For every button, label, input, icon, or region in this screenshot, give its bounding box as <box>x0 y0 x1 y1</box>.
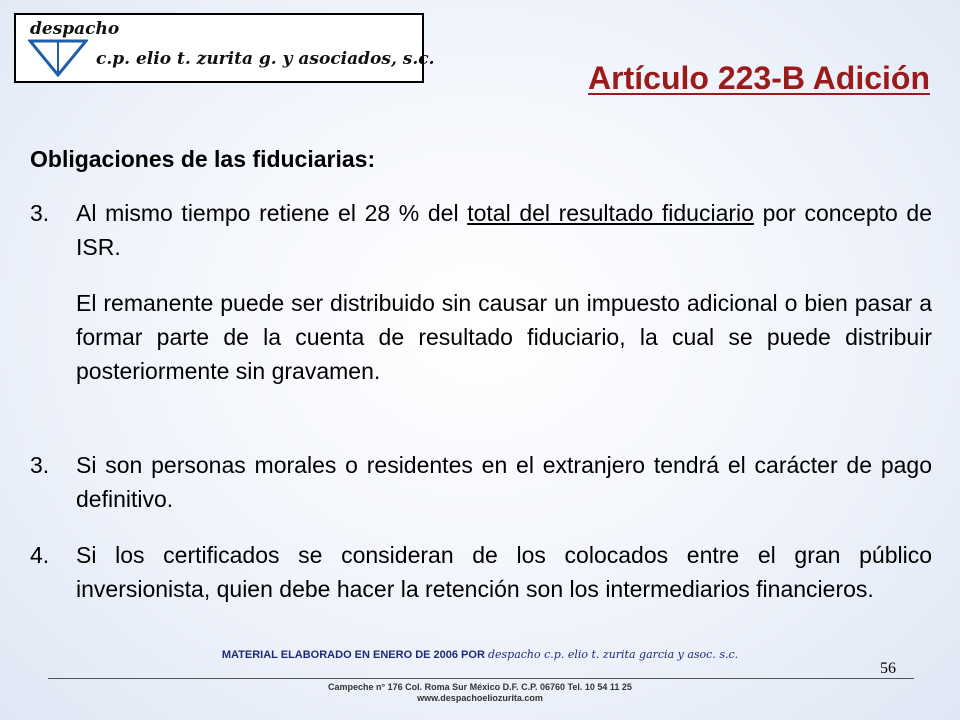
footer-credit-company: despacho c.p. elio t. zurita garcia y asoc. s.c. <box>487 648 739 661</box>
page-number: 56 <box>880 660 896 677</box>
underlined-term: total del resultado fiduciario <box>467 200 754 226</box>
logo-mark-icon <box>28 37 88 77</box>
list-item <box>30 538 932 606</box>
list-item <box>30 196 932 264</box>
item-number: 3. <box>30 200 50 226</box>
slide-title: Artículo 223-B Adición <box>588 60 930 96</box>
logo-company-name: c.p. elio t. zurita g. y asociados, s.c. <box>96 49 435 69</box>
footer-divider <box>48 678 914 679</box>
item-text: Si los certificados se consideran de los colocados entre el gran público inversionista, quien debe hacer la retención son los intermediarios financieros. <box>76 542 932 602</box>
item-number: 3. <box>30 452 50 478</box>
footer-address: Campeche n° 176 Col. Roma Sur México D.F. C.P. 06760 Tel. 10 54 11 25 www.despachoeliozurita.com <box>0 682 960 704</box>
item-number: 4. <box>30 542 50 568</box>
slide-subtitle: Obligaciones de las fiduciarias: <box>30 146 376 172</box>
item-text: Si son personas morales o residentes en el extranjero tendrá el carácter de pago definitivo. <box>76 452 932 512</box>
company-logo <box>14 13 435 83</box>
footer-credit: MATERIAL ELABORADO EN ENERO DE 2006 POR despacho c.p. elio t. zurita garcia y asoc. s.c. <box>221 648 739 661</box>
logo-word: despacho <box>30 19 120 39</box>
paragraph: El remanente puede ser distribuido sin causar un impuesto adicional o bien pasar a formar parte de la cuenta de resultado fiduciario, la cual se puede distribuir posteriormente sin gravamen. <box>76 290 932 384</box>
item-text: Al mismo tiempo retiene el 28 % del total del resultado fiduciario por concepto de ISR. <box>76 200 933 260</box>
footer-website: www.despachoeliozurita.com <box>417 693 543 703</box>
list-item <box>30 448 932 516</box>
